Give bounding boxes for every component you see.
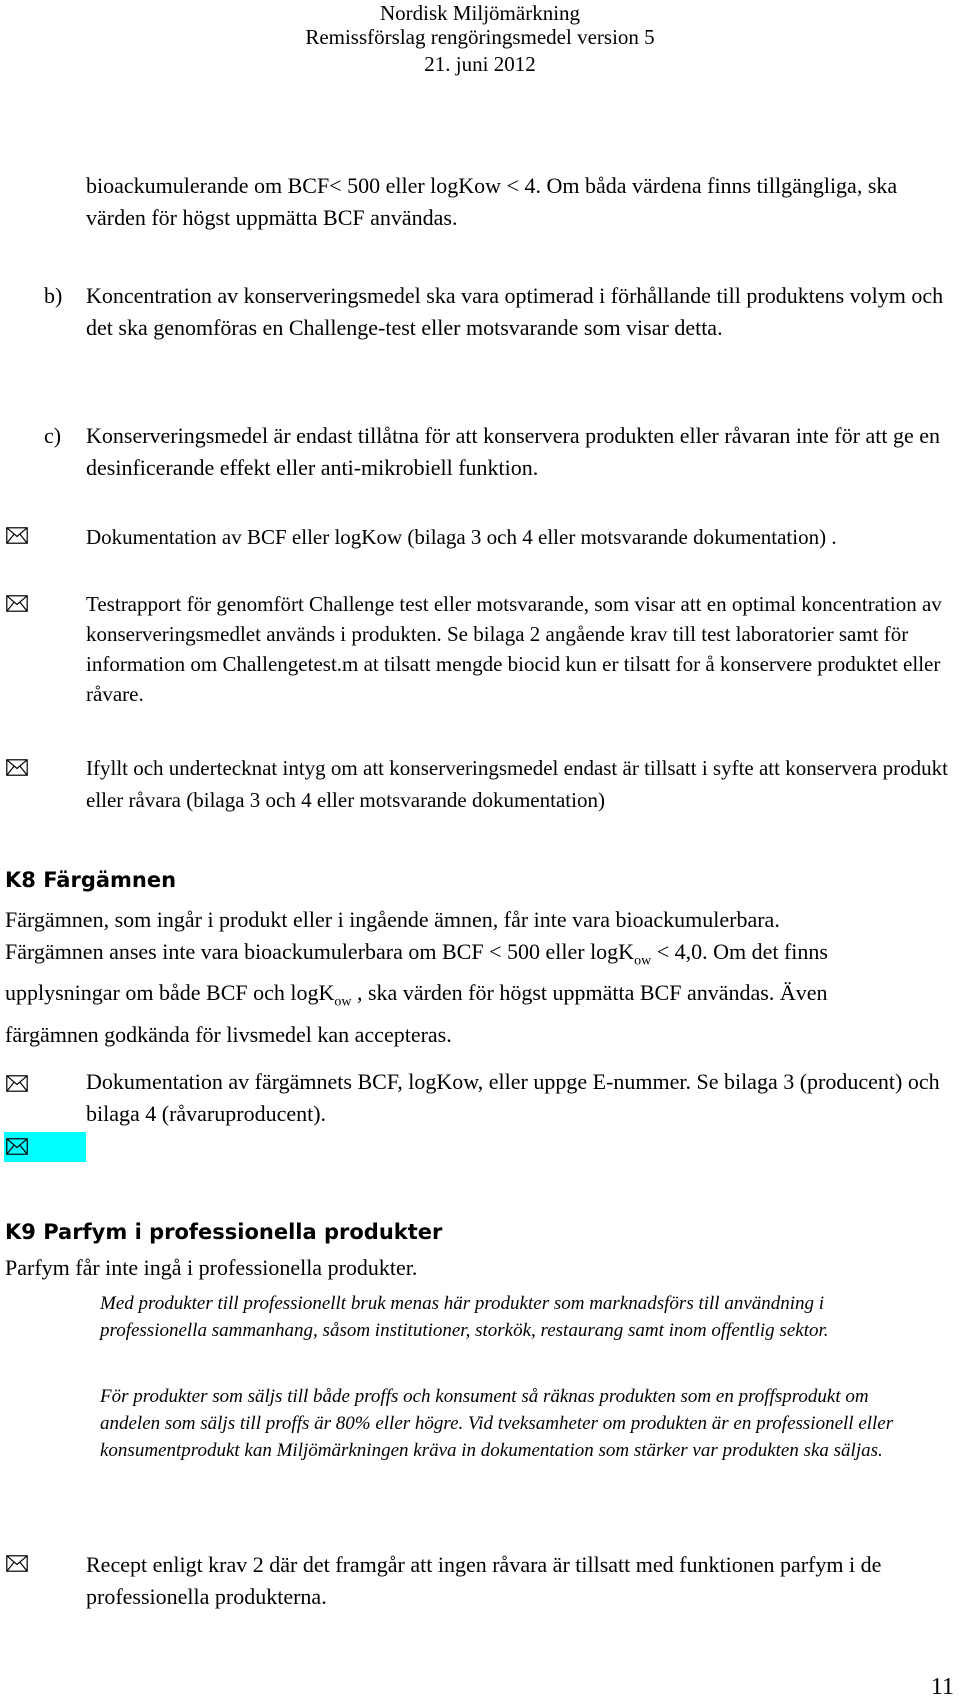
- k9-note-professional-use: Med produkter till professionellt bruk menas här produkter som marknadsförs till användning i professionella sammanhang, såsom institutioner, storkök, restaurang samt inom offentlig sektor.: [100, 1293, 829, 1341]
- k9-body: Parfym får inte ingå i professionella produkter.: [5, 1255, 418, 1280]
- doc-item-dye-bcf: Dokumentation av färgämnets BCF, logKow, eller uppge E-nummer. Se bilaga 3 (producent) och bilaga 4 (råvaruproducent).: [86, 1069, 940, 1126]
- list-item-b: Koncentration av konserveringsmedel ska vara optimerad i förhållande till produktens volym och det ska genomföras en Challenge-test eller motsvarande som visar detta.: [86, 283, 944, 340]
- k8-line-3: upplysningar om både BCF och logK$_{ow}$ , ska värden för högst uppmätta BCF användas. Även: [5, 980, 828, 1010]
- section-heading-k9: K9 Parfym i professionella produkter: [5, 1220, 443, 1244]
- header-date: 21. juni 2012: [424, 52, 536, 76]
- envelope-icon: [6, 595, 28, 612]
- envelope-icon: [6, 527, 28, 544]
- envelope-icon: [6, 1075, 28, 1092]
- k8-line-1: Färgämnen, som ingår i produkt eller i ingående ämnen, får inte vara bioackumulerbara.: [5, 907, 780, 932]
- k9-note-proffs-share: För produkter som säljs till både proffs och konsument så räknas produkten som en proffsprodukt om andelen som säljs till proffs är 80% eller högre. Vid tveksamheter om produkten är en professionell eller konsumentprodukt kan Miljömärkningen kräva in dokumentation som stärker var produkten ska säljas.: [100, 1386, 894, 1461]
- doc-item-bcf: Dokumentation av BCF eller logKow (bilaga 3 och 4 eller motsvarande dokumentation) .: [86, 525, 837, 549]
- page-number: 11: [930, 1674, 954, 1700]
- doc-item-signed-certificate: Ifyllt och undertecknat intyg om att konserveringsmedel endast är tillsatt i syfte att konservera produkt eller råvara (bilaga 3 och 4 eller motsvarande dokumentation): [86, 756, 948, 812]
- envelope-icon: [6, 1555, 28, 1572]
- doc-item-recipe: Recept enligt krav 2 där det framgår att ingen råvara är tillsatt med funktionen parfym i de professionella produkterna.: [86, 1552, 882, 1609]
- k8-body: [5, 904, 955, 1051]
- list-item-c: Konserveringsmedel är endast tillåtna för att konservera produkten eller råvaran inte för att ge en desinficerande effekt eller anti-mikrobiell funktion.: [86, 423, 940, 480]
- envelope-icon: [6, 1138, 28, 1155]
- list-label-c: c): [44, 423, 62, 448]
- section-heading-k8: K8 Färgämnen: [5, 868, 177, 892]
- header-org: Nordisk Miljömärkning: [379, 1, 581, 25]
- doc-item-challenge-test: Testrapport för genomfört Challenge test eller motsvarande, som visar att en optimal koncentration av konserveringsmedlet används i produkten. Se bilaga 2 angående krav till test laboratorier samt för information om Challengetest.m at tilsatt mengde biocid kun er tilsatt for å konservere produktet eller råvare.: [86, 592, 942, 706]
- k8-line-2: Färgämnen anses inte vara bioackumulerbara om BCF < 500 eller logK$_{ow}$ < 4,0. Om det finns: [5, 939, 828, 969]
- k8-line-4: färgämnen godkända för livsmedel kan accepteras.: [5, 1021, 452, 1047]
- header-doc-title: Remissförslag rengöringsmedel version 5: [305, 25, 655, 49]
- intro-paragraph: bioackumulerande om BCF< 500 eller logKow < 4. Om båda värdena finns tillgängliga, ska värden för högst uppmätta BCF användas.: [86, 173, 898, 230]
- envelope-icon: [6, 759, 28, 776]
- list-label-b: b): [44, 283, 63, 308]
